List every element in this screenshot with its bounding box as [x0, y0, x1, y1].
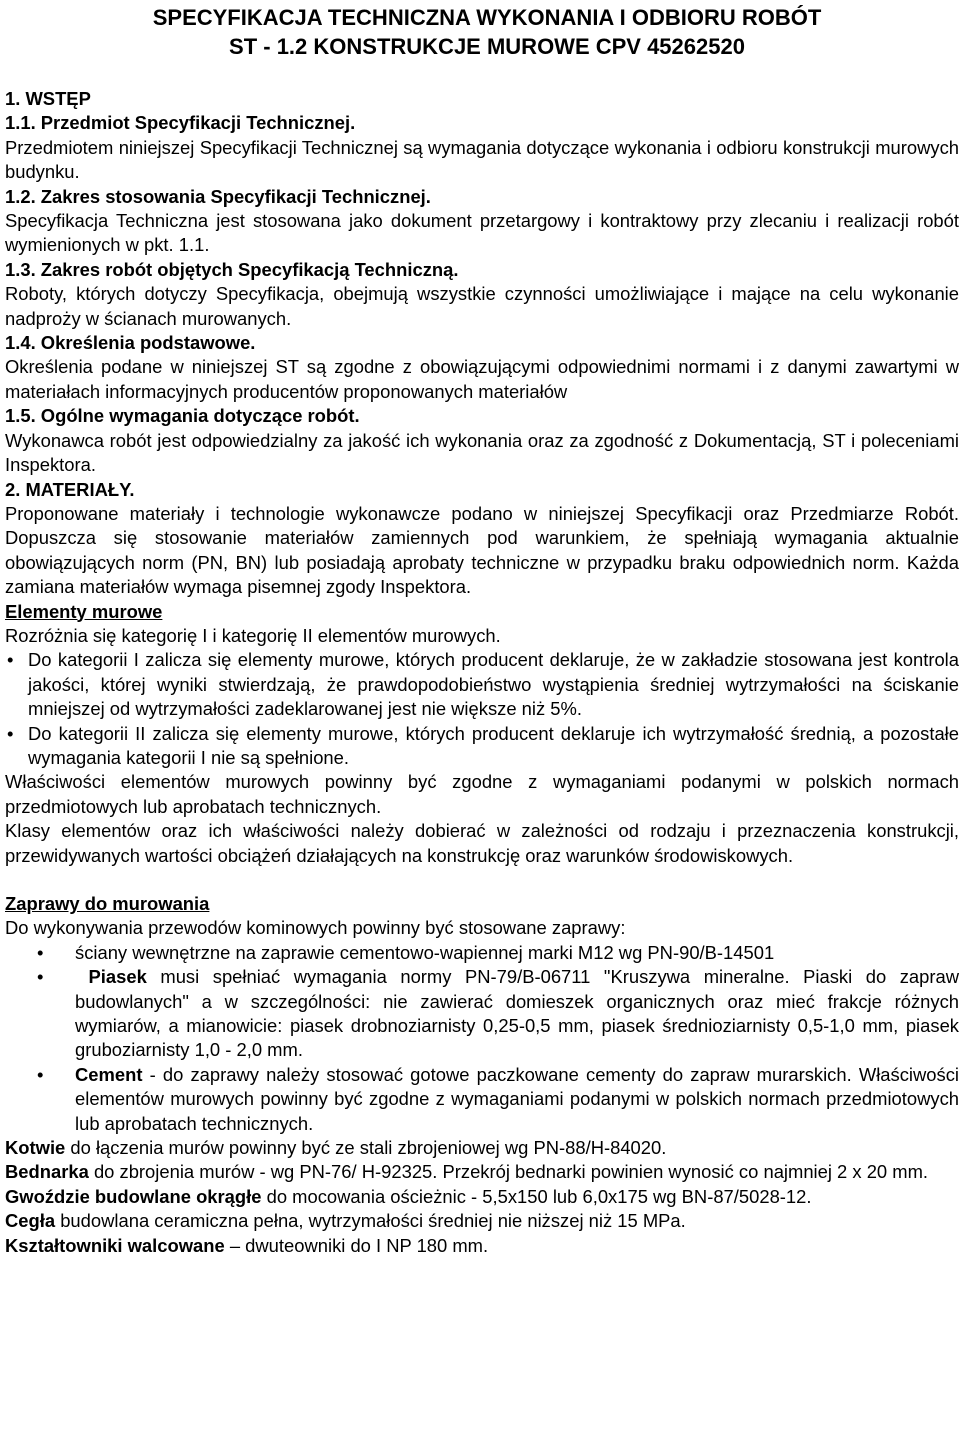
paragraph-1-1: Przedmiotem niniejszej Specyfikacji Technicznej są wymagania dotyczące wykonania i odbioru konstrukcji murowych budynku. — [5, 136, 959, 183]
term-anchors: Kotwie — [5, 1137, 66, 1159]
paragraph-sections — [5, 1234, 959, 1258]
term-flat-bar: Bednarka — [5, 1161, 89, 1183]
paragraph-elements-intro: Rozróżnia się kategorię I i kategorię II elementów murowych. — [5, 624, 501, 646]
list-item-text — [75, 965, 959, 1063]
list-item — [5, 722, 959, 771]
paragraph-nails — [5, 1185, 959, 1209]
document-title — [5, 3, 959, 61]
term-sections: Kształtowniki walcowane — [5, 1234, 225, 1256]
paragraph-elements-classes: Klasy elementów oraz ich właściwości należy dobierać w zależności od rodzaju i przeznaczenia konstrukcji, przewidywanych wartości obciążeń działających na konstrukcję oraz warunków środowiskowych. — [5, 820, 959, 866]
list-item — [5, 941, 959, 965]
paragraph-1-2: Specyfikacja Techniczna jest stosowana jako dokument przetargowy i kontraktowy przy zlecaniu i realizacji robót wymienionych w pkt. 1.1. — [5, 210, 959, 256]
list-item-body: ściany wewnętrzne na zaprawie cementowo-wapiennej marki M12 wg PN-90/B-14501 — [75, 941, 775, 963]
paragraph-mortar-intro: Do wykonywania przewodów kominowych powinny być stosowane zaprawy: — [5, 917, 626, 939]
text-nails: do mocowania ościeżnic - 5,5x150 lub 6,0x175 wg BN-87/5028-12. — [261, 1185, 812, 1207]
list-item — [5, 1063, 959, 1136]
paragraph-anchors — [5, 1136, 959, 1160]
subheading-elements: Elementy murowe — [5, 600, 163, 622]
section-heading-2: 2. MATERIAŁY. — [5, 478, 135, 500]
list-item-body: musi spełniać wymagania normy PN-79/B-06711 "Kruszywa mineralne. Piaski do zapraw budowlanych" a w szczególności: nie zawierać domieszek organicznych oraz mieć frakcje różnych wymiarów, a mianowicie: piasek drobnoziarnisty 0,25-0,5 mm, piasek średnioziarnisty 0,5-1,0 mm, piasek gruboziarnisty 1,0 - 2,0 mm. — [75, 966, 959, 1061]
document-page — [5, 3, 959, 1258]
title-line-2: ST - 1.2 KONSTRUKCJE MUROWE CPV 45262520 — [229, 34, 745, 59]
bullet-icon: • — [7, 722, 14, 744]
bullet-icon: • — [37, 941, 44, 963]
paragraph-1-3: Roboty, których dotyczy Specyfikacja, obejmują wszystkie czynności umożliwiające i mające na celu wykonanie nadproży w ścianach murowanych. — [5, 283, 959, 329]
text-sections: – dwuteowniki do I NP 180 mm. — [224, 1234, 489, 1256]
bullet-icon: • — [7, 649, 14, 671]
bullet-icon: • — [37, 966, 44, 988]
list-item-text — [75, 941, 959, 965]
term-nails: Gwoździe budowlane okrągłe — [5, 1185, 262, 1207]
list-item — [5, 648, 959, 721]
list-item-text — [75, 1063, 959, 1136]
subheading-mortar: Zaprawy do murowania — [5, 893, 210, 914]
paragraph-elements-properties: Właściwości elementów murowych powinny być zgodne z wymaganiami podanymi w polskich normach przedmiotowych lub aprobatach technicznych. — [5, 771, 959, 817]
list-item-body: - do zaprawy należy stosować gotowe paczkowane cementy do zapraw murarskich. Właściwości elementów murowych powinny być zgodne z wymaganiami podanymi w polskich normach przedmiotowych lub aprobatach technicznych. — [75, 1063, 959, 1134]
section-heading-1-5: 1.5. Ogólne wymagania dotyczące robót. — [5, 405, 360, 427]
section-heading-1-2: 1.2. Zakres stosowania Specyfikacji Technicznej. — [5, 185, 431, 207]
list-item-bold: Piasek — [75, 966, 147, 988]
paragraph-flat-bar — [5, 1160, 959, 1184]
list-item-text: Do kategorii I zalicza się elementy murowe, których producent deklaruje, że w zakładzie stosowana jest kontrola jakości, której wyniki stwierdzają, że prawdopodobieństwo wystąpienia średniej wytrzymałości na ściskanie mniejszej od wytrzymałości zadeklarowanej jest nie większe niż 5%. — [28, 649, 959, 720]
paragraph-1-4: Określenia podane w niniejszej ST są zgodne z obowiązującymi odpowiednimi normami i z danymi zawartymi w materiałach informacyjnych producentów proponowanych materiałów — [5, 356, 959, 402]
text-anchors: do łączenia murów powinny być ze stali zbrojeniowej wg PN-88/H-84020. — [65, 1137, 667, 1159]
section-heading-1-3: 1.3. Zakres robót objętych Specyfikacją Techniczną. — [5, 258, 459, 280]
paragraph-brick — [5, 1209, 959, 1233]
list-item — [5, 965, 959, 1063]
title-line-1: SPECYFIKACJA TECHNICZNA WYKONANIA I ODBIORU ROBÓT — [152, 5, 822, 30]
text-brick: budowlana ceramiczna pełna, wytrzymałości średniej nie niższej niż 15 MPa. — [55, 1210, 686, 1232]
paragraph-materials-intro: Proponowane materiały i technologie wykonawcze podano w niniejszej Specyfikacji oraz Przedmiarze Robót. Dopuszcza się stosowanie materiałów zamiennych pod warunkiem, że spełniają wymagania aktualnie obowiązujących norm (PN, BN) lub posiadają aprobaty techniczne w przypadku braku odpowiednich norm. Każda zamiana materiałów wymaga pisemnej zgody Inspektora. — [5, 502, 959, 598]
section-heading-1-1: 1.1. Przedmiot Specyfikacji Technicznej. — [5, 112, 356, 134]
section-heading-1: 1. WSTĘP — [5, 88, 91, 109]
list-item-text: Do kategorii II zalicza się elementy murowe, których producent deklaruje ich wytrzymałość średnią, a pozostałe wymagania kategorii I nie są spełnione. — [28, 722, 959, 768]
section-heading-1-4: 1.4. Określenia podstawowe. — [5, 332, 256, 354]
text-flat-bar: do zbrojenia murów - wg PN-76/ H-92325. Przekrój bednarki powinien wynosić co najmniej 2 x 20 mm. — [88, 1161, 929, 1183]
list-item-bold: Cement — [75, 1063, 143, 1085]
bullet-icon: • — [37, 1063, 44, 1085]
term-brick: Cegła — [5, 1210, 56, 1232]
paragraph-1-5: Wykonawca robót jest odpowiedzialny za jakość ich wykonania oraz za zgodność z Dokumentacją, ST i poleceniami Inspektora. — [5, 429, 959, 476]
